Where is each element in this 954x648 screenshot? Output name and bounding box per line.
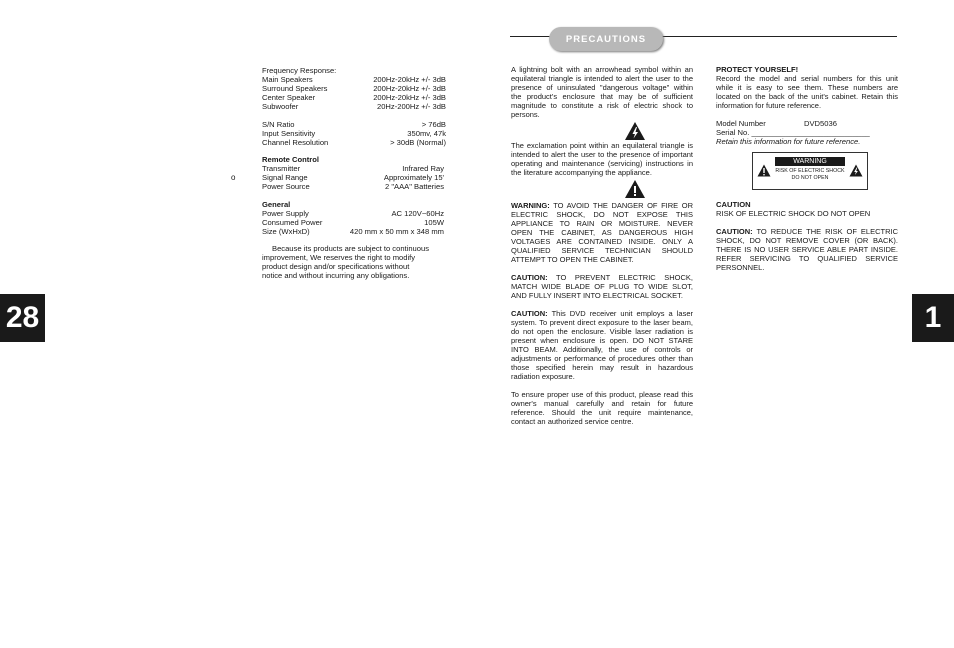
- page-number-left-text: 28: [5, 301, 40, 334]
- spec-value: 200Hz-20kHz +/- 3dB: [373, 84, 446, 93]
- spec-value: 105W: [424, 218, 444, 227]
- protect-column: [716, 65, 898, 146]
- frequency-heading: Frequency Response:: [262, 66, 337, 75]
- spec-label: Size (WxHxD): [262, 227, 310, 236]
- caution-text: RISK OF ELECTRIC SHOCK DO NOT OPEN: [716, 209, 871, 218]
- proper-use-paragraph: To ensure proper use of this product, please read this owner's manual carefully and retain for future reference. Should the unit require maintenance, contact an authorized service centre.: [511, 390, 693, 426]
- spec-value: Infrared Ray: [402, 164, 444, 173]
- specifications: [262, 66, 446, 286]
- general-heading: General: [262, 200, 291, 209]
- serial-number-label: [716, 128, 870, 137]
- caution-cover-text: TO REDUCE THE RISK OF ELECTRIC SHOCK, DO NOT REMOVE COVER (OR BACK). THERE IS NO USER SERVICE ABLE PART INSIDE. REFER SERVICING TO QUALIFIED SERVICE PERSONNEL.: [716, 227, 898, 272]
- spec-row: [262, 120, 446, 129]
- spec-value: 20Hz-200Hz +/- 3dB: [376, 102, 446, 111]
- spec-label: Main Speakers: [262, 75, 313, 84]
- spec-row: [262, 93, 446, 102]
- spec-row: [262, 173, 444, 182]
- spec-value: 2 "AAA" Batteries: [385, 182, 444, 191]
- remote-heading: Remote Control: [262, 155, 319, 164]
- warning-box-line1: RISK OF ELECTRIC SHOCK: [775, 168, 845, 174]
- spec-row: [262, 218, 444, 227]
- notice-line: product design and/or specifications without: [262, 262, 410, 271]
- model-number-value: DVD5036: [804, 119, 837, 128]
- spec-row: [262, 129, 446, 138]
- warning-box-line2: DO NOT OPEN: [791, 175, 829, 181]
- page-number-right-text: 1: [924, 301, 942, 334]
- caution-laser-paragraph: [511, 309, 693, 381]
- caution-plug-label: CAUTION:: [511, 273, 548, 282]
- warning-left-triangle-icon: [757, 164, 771, 182]
- spec-row: [262, 84, 446, 93]
- spec-value: Approximately 15': [383, 173, 444, 182]
- spec-label: Subwoofer: [262, 102, 299, 111]
- spec-label: Input Sensitivity: [262, 129, 316, 138]
- spec-label: Power Supply: [262, 209, 309, 218]
- lightning-triangle-icon: [624, 121, 646, 141]
- caution-heading: CAUTION: [716, 200, 751, 209]
- protect-heading: PROTECT YOURSELF!: [716, 65, 799, 74]
- notice-line: Because its products are subject to continuous: [272, 244, 430, 253]
- caution-cover-paragraph: [716, 227, 898, 272]
- spec-label: Consumed Power: [262, 218, 323, 227]
- spec-label: Power Source: [262, 182, 310, 191]
- warning-paragraph: [511, 201, 693, 264]
- model-number-label: Model Number: [716, 119, 766, 128]
- exclamation-triangle-icon: [624, 179, 646, 199]
- spec-row: [262, 75, 446, 84]
- warning-label-box: [752, 152, 868, 190]
- precautions-title: PRECAUTIONS: [549, 27, 663, 51]
- spec-label: Transmitter: [262, 164, 301, 173]
- protect-paragraph: Record the model and serial numbers for this unit while it is easy to see them. These numbers are located on the back of the unit's cabinet. Retain this information for future reference.: [716, 74, 898, 110]
- page-number-left: [0, 294, 45, 342]
- spec-row: [262, 182, 444, 191]
- notice-line: improvement, We reserves the right to modify: [262, 253, 416, 262]
- header-rule-left: [510, 36, 550, 37]
- margin-mark: o: [231, 173, 236, 182]
- spec-label: Signal Range: [262, 173, 308, 182]
- precautions-column: [511, 65, 693, 426]
- spec-row: [262, 138, 446, 147]
- retain-note: Retain this information for future reference.: [716, 137, 861, 146]
- warning-text: TO AVOID THE DANGER OF FIRE OR ELECTRIC SHOCK, DO NOT EXPOSE THIS APPLIANCE TO RAIN OR MOISTURE. NEVER OPEN THE CABINET, AS DANGEROUS HIGH VOLTAGES ARE CONTAINED INSIDE. ONLY A QUALIFIED SERVICE TECHNICIAN SHOULD ATTEMPT TO OPEN THE CABINET.: [511, 201, 694, 264]
- serial-label: Serial No.: [716, 128, 750, 137]
- spec-value: > 30dB (Normal): [390, 138, 446, 147]
- exclamation-paragraph: The exclamation point within an equilateral triangle is intended to alert the user to the presence of important operating and maintenance (servicing) instructions in the literature accompanying the appliance.: [511, 141, 693, 177]
- caution-plug-text: TO PREVENT ELECTRIC SHOCK, MATCH WIDE BLADE OF PLUG TO WIDE SLOT, AND FULLY INSERT INTO ELECTRICAL SOCKET.: [511, 273, 693, 300]
- notice-line: notice and without incurring any obligations.: [262, 271, 410, 280]
- page-number-right: [912, 294, 954, 342]
- spec-value: 200Hz-20kHz +/- 3dB: [373, 93, 446, 102]
- spec-label: Surround Speakers: [262, 84, 328, 93]
- serial-line: ____________________________: [751, 128, 870, 137]
- spec-label: S/N Ratio: [262, 120, 295, 129]
- spec-value: 420 mm x 50 mm x 348 mm: [349, 227, 444, 236]
- caution-plug-paragraph: [511, 273, 693, 300]
- spec-value: 350mv, 47k: [407, 129, 446, 138]
- spec-row: [262, 102, 446, 111]
- caution-cover-label: CAUTION:: [716, 227, 753, 236]
- spec-value: AC 120V~60Hz: [391, 209, 444, 218]
- warning-right-lightning-icon: [849, 164, 863, 182]
- spec-row: [262, 209, 444, 218]
- header-rule-right: [662, 36, 897, 37]
- caution-laser-label: CAUTION:: [511, 309, 548, 318]
- caution-column: [716, 200, 898, 272]
- notice: [262, 244, 448, 280]
- spec-row: [262, 164, 444, 173]
- spec-value: > 76dB: [421, 120, 446, 129]
- spec-label: Channel Resolution: [262, 138, 329, 147]
- spec-value: 200Hz-20kHz +/- 3dB: [373, 75, 446, 84]
- spec-label: Center Speaker: [262, 93, 316, 102]
- warning-box-title: WARNING: [793, 158, 827, 165]
- spec-row: [262, 227, 444, 236]
- lightning-paragraph: A lightning bolt with an arrowhead symbol within an equilateral triangle is intended to alert the user to the presence of uninsulated "dangerous voltage" within the product's enclosure that may be of sufficient magnitude to constitute a risk of electric shock to persons.: [511, 65, 693, 119]
- caution-laser-text: This DVD receiver unit employs a laser system. To prevent direct exposure to the laser beam, do not open the enclosure. Visible laser radiation is present when enclosure is open. DO NOT STARE INTO BEAM. Additionally, the use of controls or adjustments or performance of procedures other than those specified herein may result in hazardous radiation exposure.: [511, 309, 693, 381]
- warning-label: WARNING:: [511, 201, 550, 210]
